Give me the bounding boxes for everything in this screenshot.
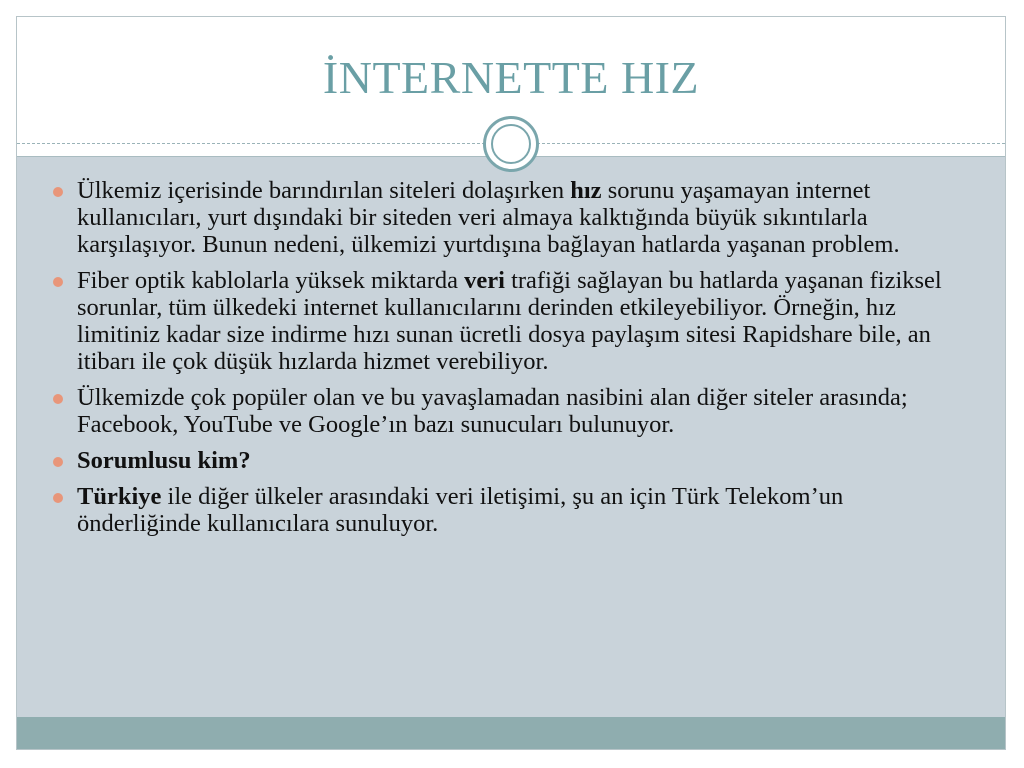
- bullet-bold-text: hız: [570, 177, 602, 204]
- slide: [16, 16, 1006, 750]
- bullet-bold-text: veri: [464, 267, 505, 294]
- bullet-text: ile diğer ülkeler arasındaki veri iletişimi, şu an için Türk Telekom’un önderliğinde kullanıcılara sunuluyor.: [77, 483, 844, 537]
- circle-emblem-icon: [483, 116, 539, 172]
- slide-title: İNTERNETTE HIZ: [322, 52, 700, 103]
- bullet-text: Ülkemizde çok popüler olan ve bu yavaşlamadan nasibini alan diğer siteler arasında; Facebook, YouTube ve Google’ın bazı sunucuları bulunuyor.: [77, 384, 908, 438]
- bullet-item: [53, 267, 973, 375]
- bullet-dot-icon: [53, 493, 63, 503]
- bullet-item: [53, 483, 973, 537]
- bottom-bar: [17, 717, 1005, 750]
- bullet-dot-icon: [53, 187, 63, 197]
- bullet-bold-text: Türkiye: [77, 483, 162, 510]
- bullet-bold-text: Sorumlusu kim?: [77, 447, 251, 474]
- bullet-item: [53, 447, 973, 474]
- bullet-list: [53, 177, 973, 546]
- bullet-text: Ülkemiz içerisinde barındırılan siteleri dolaşırken: [77, 177, 571, 204]
- bullet-dot-icon: [53, 457, 63, 467]
- bullet-dot-icon: [53, 277, 63, 287]
- bullet-text: Fiber optik kablolarla yüksek miktarda: [77, 267, 465, 294]
- bullet-dot-icon: [53, 394, 63, 404]
- bullet-item: [53, 177, 973, 258]
- bullet-text: sorunu yaşamayan internet kullanıcıları, yurt dışındaki bir siteden veri almaya kalktığında büyük sıkıntılarla karşılaşıyor. Bunun nedeni, ülkemizi yurtdışına bağlayan hatlarda yaşanan problem.: [77, 177, 900, 258]
- bullet-item: [53, 384, 973, 438]
- bullet-text: trafiği sağlayan bu hatlarda yaşanan fiziksel sorunlar, tüm ülkedeki internet kullanıcılarını derinden etkileyebiliyor. Örneğin, hız limitiniz kadar size indirme hızı sunan ücretli dosya paylaşım sitesi Rapidshare bile, an itibarı ile çok düşük hızlarda hizmet verebiliyor.: [77, 267, 942, 375]
